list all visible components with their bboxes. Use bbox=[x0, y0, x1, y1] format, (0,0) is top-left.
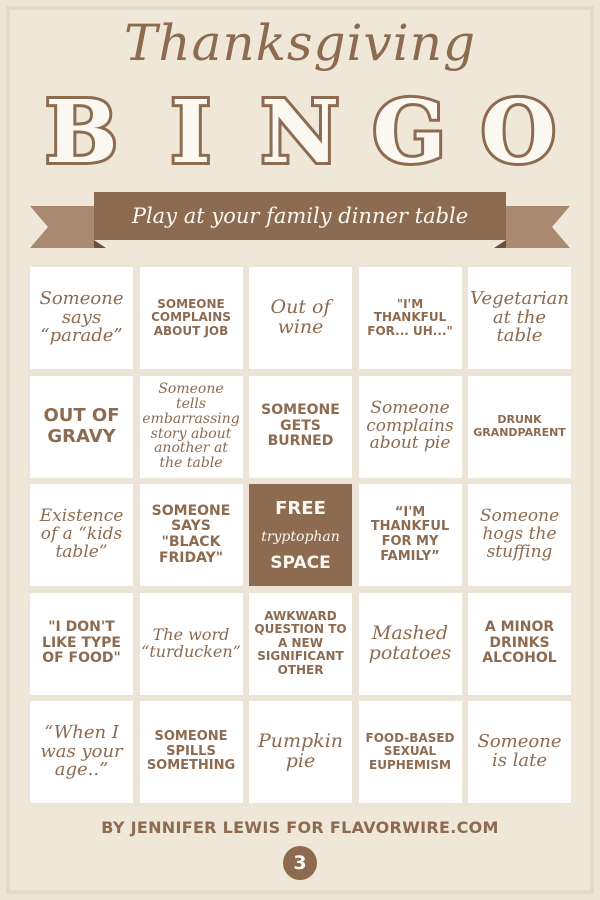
free-space-text: FREE bbox=[275, 497, 326, 519]
bingo-cell[interactable] bbox=[30, 267, 133, 369]
bingo-cell[interactable] bbox=[468, 376, 571, 478]
bingo-cell[interactable] bbox=[359, 593, 462, 695]
free-space-cell[interactable] bbox=[249, 484, 352, 586]
bingo-cell[interactable] bbox=[468, 484, 571, 586]
bingo-cell[interactable] bbox=[140, 701, 243, 803]
bingo-board bbox=[28, 265, 572, 807]
bingo-cell[interactable] bbox=[140, 376, 243, 478]
bingo-cell[interactable] bbox=[249, 376, 352, 478]
bingo-cell-text: FOOD-BASED SEXUAL EUPHEMISM bbox=[365, 730, 455, 772]
bingo-cell[interactable] bbox=[249, 701, 352, 803]
page-number-badge: 3 bbox=[283, 846, 317, 880]
bingo-cell[interactable] bbox=[359, 701, 462, 803]
bingo-cell-text: Pumpkin pie bbox=[257, 730, 344, 772]
bingo-cell-text: Vegetarian at the table bbox=[470, 287, 569, 347]
bingo-letter-g: G bbox=[372, 82, 446, 183]
bingo-letter-i: I bbox=[170, 82, 211, 183]
bingo-cell[interactable] bbox=[249, 593, 352, 695]
bingo-cell-text: SOMEONE COMPLAINS ABOUT JOB bbox=[151, 296, 231, 338]
ribbon-banner bbox=[30, 192, 570, 248]
free-space-text: SPACE bbox=[270, 552, 331, 573]
bingo-title bbox=[34, 82, 566, 183]
bingo-cell[interactable] bbox=[30, 376, 133, 478]
bingo-cell[interactable] bbox=[359, 376, 462, 478]
bingo-cell[interactable] bbox=[140, 484, 243, 586]
bingo-cell[interactable] bbox=[359, 484, 462, 586]
thanksgiving-title: Thanksgiving bbox=[124, 14, 476, 72]
bingo-cell-text: Someone says “parade” bbox=[39, 287, 124, 347]
bingo-cell[interactable] bbox=[30, 484, 133, 586]
bingo-cell-text: Someone tells embarrassing story about another at the table bbox=[142, 381, 240, 471]
bingo-cell[interactable] bbox=[359, 267, 462, 369]
bingo-cell[interactable] bbox=[468, 267, 571, 369]
bingo-cell-text: Someone is late bbox=[477, 731, 562, 771]
bingo-cell-text: SOMEONE GETS BURNED bbox=[261, 401, 340, 450]
bingo-cell-text: Someone complains about pie bbox=[366, 397, 454, 454]
bingo-cell-text: "I'M THANKFUL FOR... UH..." bbox=[367, 296, 453, 338]
bingo-cell[interactable] bbox=[468, 701, 571, 803]
bingo-cell-text: Existence of a “kids table” bbox=[39, 506, 124, 562]
bingo-cell[interactable] bbox=[140, 267, 243, 369]
bingo-cell[interactable] bbox=[468, 593, 571, 695]
bingo-cell-text: OUT OF GRAVY bbox=[43, 405, 120, 447]
bingo-cell-text: SOMEONE SPILLS SOMETHING bbox=[146, 729, 236, 774]
bingo-letter-b: B bbox=[45, 82, 118, 183]
bingo-cell-text: DRUNK GRANDPARENT bbox=[473, 413, 566, 439]
bingo-cell[interactable] bbox=[249, 267, 352, 369]
bingo-cell-text: Mashed potatoes bbox=[368, 621, 452, 664]
credit-text: BY JENNIFER LEWIS FOR FLAVORWIRE.COM bbox=[101, 818, 499, 837]
bingo-cell[interactable] bbox=[140, 593, 243, 695]
bingo-cell-text: SOMEONE SAYS "BLACK FRIDAY" bbox=[151, 502, 231, 566]
banner-text: Play at your family dinner table bbox=[131, 204, 469, 228]
bingo-letter-o: O bbox=[481, 82, 556, 183]
bingo-cell-text: "I DON'T LIKE TYPE OF FOOD" bbox=[42, 618, 121, 667]
bingo-cell[interactable] bbox=[30, 593, 133, 695]
bingo-cell-text: “When I was your age..” bbox=[40, 721, 123, 781]
free-space-text: tryptophan bbox=[261, 528, 340, 545]
bingo-cell-text: Out of wine bbox=[270, 296, 331, 338]
bingo-letter-n: N bbox=[260, 82, 340, 183]
bingo-cell-text: AWKWARD QUESTION TO A NEW SIGNIFICANT OTHER bbox=[254, 608, 347, 677]
bingo-cell-text: A MINOR DRINKS ALCOHOL bbox=[482, 618, 557, 667]
bingo-cell[interactable] bbox=[30, 701, 133, 803]
bingo-cell-text: Someone hogs the stuffing bbox=[479, 506, 560, 562]
bingo-cell-text: The word “turducken” bbox=[141, 624, 241, 661]
bingo-cell-text: “I'M THANKFUL FOR MY FAMILY” bbox=[370, 504, 450, 564]
